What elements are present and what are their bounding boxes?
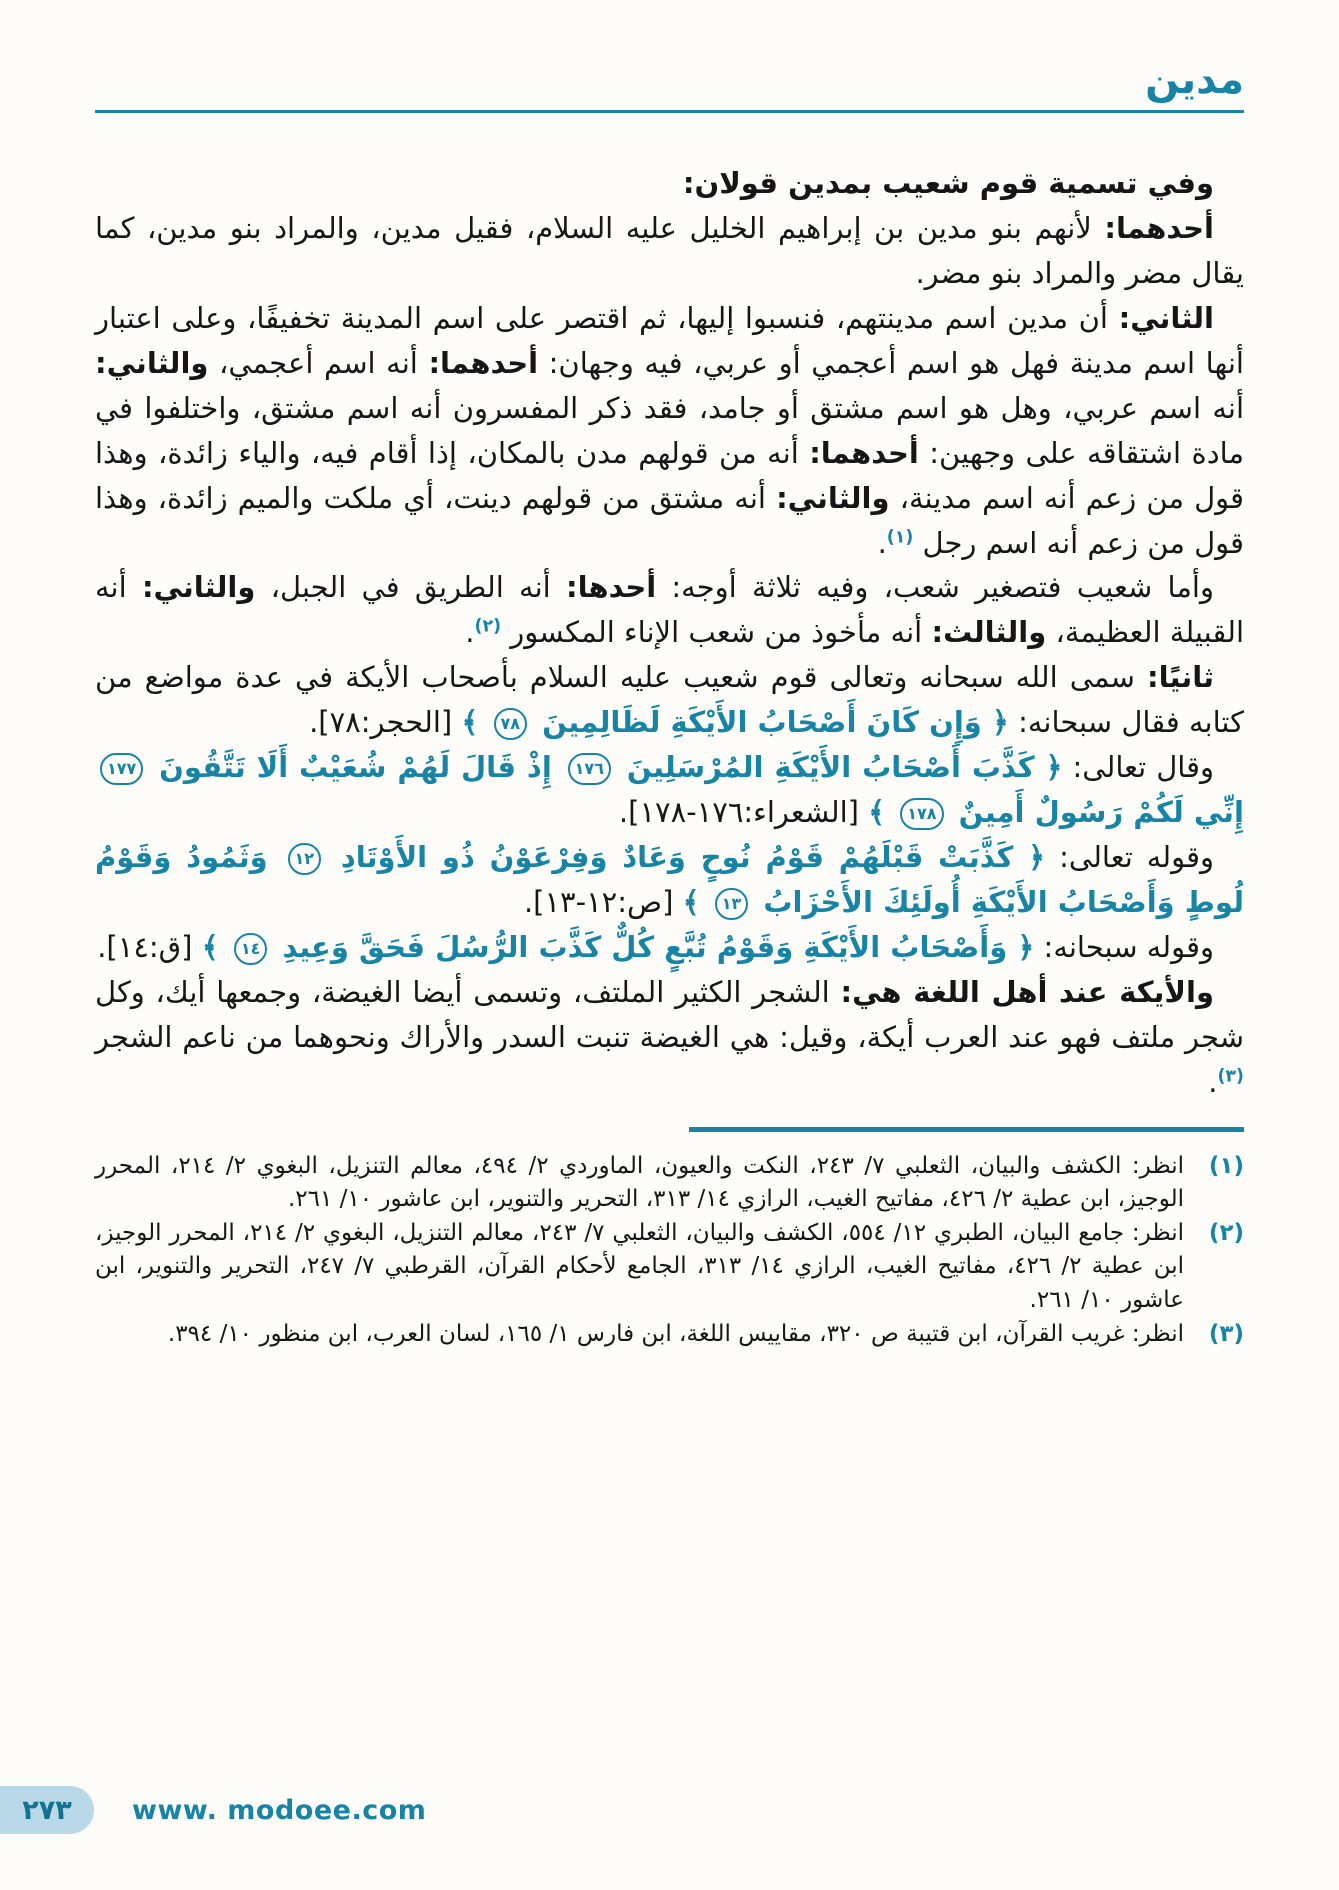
surah-reference: [ق:١٤]. bbox=[97, 929, 202, 964]
body-text-run: أنه القبيلة العظيمة، bbox=[95, 570, 1244, 650]
paragraph bbox=[95, 296, 1244, 566]
quran-verse: ﴿ وَإِن كَانَ أَصْحَابُ الأَيْكَةِ لَظَالِمِينَ bbox=[532, 705, 1009, 740]
quran-verse: ﴾ bbox=[201, 929, 229, 964]
footnote-number: (٢) bbox=[1208, 1219, 1244, 1246]
emphasis-term: أحدهما: bbox=[428, 345, 539, 380]
emphasis-term: والثالث: bbox=[931, 615, 1047, 650]
body-text-run: أن مدين اسم مدينتهم، فنسبوا إليها، ثم اقتصر على اسم المدينة تخفيفًا، وعلى اعتبار أنها اسم مدينة فهل هو اسم أعجمي أو عربي، فيه وجهان: bbox=[95, 300, 1244, 380]
body-text-run: أنه مأخوذ من شعب الإناء المكسور bbox=[501, 615, 932, 650]
footnote-reference: (٢) bbox=[474, 616, 502, 637]
website-link[interactable]: www. modoee.com bbox=[132, 1795, 427, 1826]
paragraph bbox=[95, 655, 1244, 745]
emphasis-term: الثاني: bbox=[1118, 300, 1214, 335]
body-text-run: أنه اسم أعجمي، bbox=[208, 345, 429, 380]
paragraph bbox=[95, 565, 1244, 655]
footnote-item bbox=[95, 1150, 1244, 1217]
surah-reference: [ص:١٢-١٣]. bbox=[523, 885, 683, 919]
body-text-run: أنه مشتق من قولهم دينت، أي ملكت والميم زائدة، وهذا قول من زعم أنه اسم رجل bbox=[95, 480, 1244, 560]
page-body bbox=[95, 161, 1244, 1105]
ayah-number-badge: ١٧٦ bbox=[568, 753, 611, 785]
quran-verse: ﴿ وَأَصْحَابُ الأَيْكَةِ وَقَوْمُ تُبَّعٍ كُلٌّ كَذَّبَ الرُّسُلَ فَحَقَّ وَعِيدِ bbox=[272, 929, 1035, 964]
body-text-run: . bbox=[465, 615, 475, 650]
footnote-item bbox=[95, 1217, 1244, 1318]
body-text-run: أنه الطريق في الجبل، bbox=[255, 570, 566, 605]
body-text-run: وقال تعالى: bbox=[1062, 750, 1215, 785]
body-text-run: أنه من قولهم مدن بالمكان، إذا أقام فيه، والياء زائدة، وهذا قول من زعم أنه اسم مدينة، bbox=[95, 435, 1244, 515]
quran-verse: وَثَمُودُ وَقَوْمُ لُوطٍ وَأَصْحَابُ الأَيْكَةِ أُولَئِكَ الأَحْزَابُ bbox=[95, 840, 1244, 919]
body-text-run: . bbox=[1208, 1064, 1218, 1099]
body-text-run: . bbox=[877, 525, 887, 560]
quran-verse: ﴿ كَذَّبَتْ قَبْلَهُمْ قَوْمُ نُوحٍ وَعَادٌ وَفِرْعَوْنُ ذُو الأَوْتَادِ bbox=[326, 840, 1046, 875]
footnotes-section bbox=[95, 1150, 1244, 1351]
footnote-text: انظر: الكشف والبيان، الثعلبي ٧/ ٢٤٣، النكت والعيون، الماوردي ٢/ ٤٩٤، معالم التنزيل، البغوي ٢/ ٢١٤، المحرر الوجيز، ابن عطية ٢/ ٤٢٦، مفاتيح الغيب، الرازي ١٤/ ٣١٣، التحرير والتنوير، ابن عاشور ١٠/ ٢٦١. bbox=[95, 1152, 1185, 1213]
paragraph bbox=[95, 925, 1244, 970]
body-text-run: الشجر الكثير الملتف، وتسمى أيضا الغيضة، وجمعها أيك، وكل شجر ملتف فهو عند العرب أيكة، وقيل: هي الغيضة تنبت السدر والأراك ونحوهما من ناعم الشجر bbox=[95, 974, 1244, 1054]
paragraph bbox=[95, 161, 1244, 206]
footnote-number: (١) bbox=[1208, 1152, 1244, 1179]
surah-reference: [الحجر:٧٨]. bbox=[309, 705, 462, 740]
footnote-text: انظر: جامع البيان، الطبري ١٢/ ٥٥٤، الكشف والبيان، الثعلبي ٧/ ٢٤٣، معالم التنزيل، البغوي ٢/ ٢١٤، المحرر الوجيز، ابن عطية ٢/ ٤٢٦، مفاتيح الغيب، الرازي ١٤/ ٣١٣، الجامع لأحكام القرآن، القرطبي ٧/ ٢٤٧، التحرير والتنوير، ابن عاشور ١٠/ ٢٦١. bbox=[95, 1219, 1185, 1313]
ayah-number-badge: ٧٨ bbox=[494, 708, 528, 740]
page-number: ٢٧٣ bbox=[22, 1794, 72, 1826]
body-text-run: لأنهم بنو مدين بن إبراهيم الخليل عليه السلام، فقيل مدين، والمراد بنو مدين، كما يقال مضر والمراد بنو مضر. bbox=[95, 210, 1244, 290]
footnote-divider bbox=[689, 1127, 1244, 1132]
footnote-reference: (٣) bbox=[1217, 1066, 1244, 1087]
chapter-title: مدين bbox=[1145, 57, 1244, 103]
paragraph bbox=[95, 970, 1244, 1105]
footnote-item bbox=[95, 1318, 1244, 1352]
quran-verse: ﴿ كَذَّبَ أَصْحَابُ الأَيْكَةِ المُرْسَلِينَ bbox=[615, 750, 1063, 785]
paragraph bbox=[95, 835, 1244, 925]
body-text-run: سمى الله سبحانه وتعالى قوم شعيب عليه السلام بأصحاب الأيكة في عدة مواضع من كتابه فقال سبحانه: bbox=[95, 660, 1244, 740]
emphasis-term: أحدها: bbox=[565, 570, 657, 605]
emphasis-term: والثاني: bbox=[776, 480, 890, 515]
quran-verse: ﴾ bbox=[461, 705, 489, 740]
body-text-run: وأما شعيب فتصغير شعب، وفيه ثلاثة أوجه: bbox=[656, 570, 1214, 605]
quran-verse: ﴾ bbox=[682, 885, 710, 919]
footnote-number: (٣) bbox=[1208, 1320, 1244, 1347]
body-text-run: وقوله سبحانه: bbox=[1034, 929, 1214, 964]
paragraph bbox=[95, 206, 1244, 296]
emphasis-term: أحدهما: bbox=[1104, 210, 1214, 245]
ayah-number-badge: ١٧٨ bbox=[900, 798, 943, 830]
ayah-number-badge: ١٣ bbox=[715, 888, 749, 920]
page-number-badge bbox=[0, 1786, 94, 1834]
page-header bbox=[95, 58, 1244, 113]
emphasis-term: أحدهما: bbox=[809, 435, 919, 470]
quran-verse: إِنِّي لَكُمْ رَسُولٌ أَمِينٌ bbox=[948, 795, 1244, 830]
body-text-run: وقوله تعالى: bbox=[1045, 840, 1214, 875]
quran-verse: ﴾ bbox=[868, 795, 896, 830]
footnote-text: انظر: غريب القرآن، ابن قتيبة ص ٣٢٠، مقاييس اللغة، ابن فارس ١/ ١٦٥، لسان العرب، ابن منظور ١٠/ ٣٩٤. bbox=[167, 1320, 1184, 1347]
surah-reference: [الشعراء:١٧٦-١٧٨]. bbox=[618, 795, 869, 830]
quran-verse: إِذْ قَالَ لَهُمْ شُعَيْبٌ أَلَا تَتَّقُونَ bbox=[148, 750, 563, 785]
emphasis-term: وفي تسمية قوم شعيب بمدين قولان: bbox=[682, 166, 1214, 200]
header-divider bbox=[95, 110, 1244, 113]
ayah-number-badge: ١٧٧ bbox=[100, 753, 143, 785]
ayah-number-badge: ١٢ bbox=[288, 843, 322, 875]
ayah-number-badge: ١٤ bbox=[234, 933, 268, 965]
emphasis-term: ثانيًا: bbox=[1147, 660, 1214, 695]
emphasis-term: والثاني: bbox=[141, 570, 256, 605]
paragraph bbox=[95, 745, 1244, 835]
footnote-reference: (١) bbox=[886, 526, 914, 547]
body-text-run: أنه اسم عربي، وهل هو اسم مشتق أو جامد، فقد ذكر المفسرون أنه اسم مشتق، واختلفوا في مادة اشتقاقه على وجهين: bbox=[95, 390, 1244, 470]
emphasis-term: والأيكة عند أهل اللغة هي: bbox=[840, 974, 1214, 1009]
emphasis-term: والثاني: bbox=[95, 345, 209, 380]
